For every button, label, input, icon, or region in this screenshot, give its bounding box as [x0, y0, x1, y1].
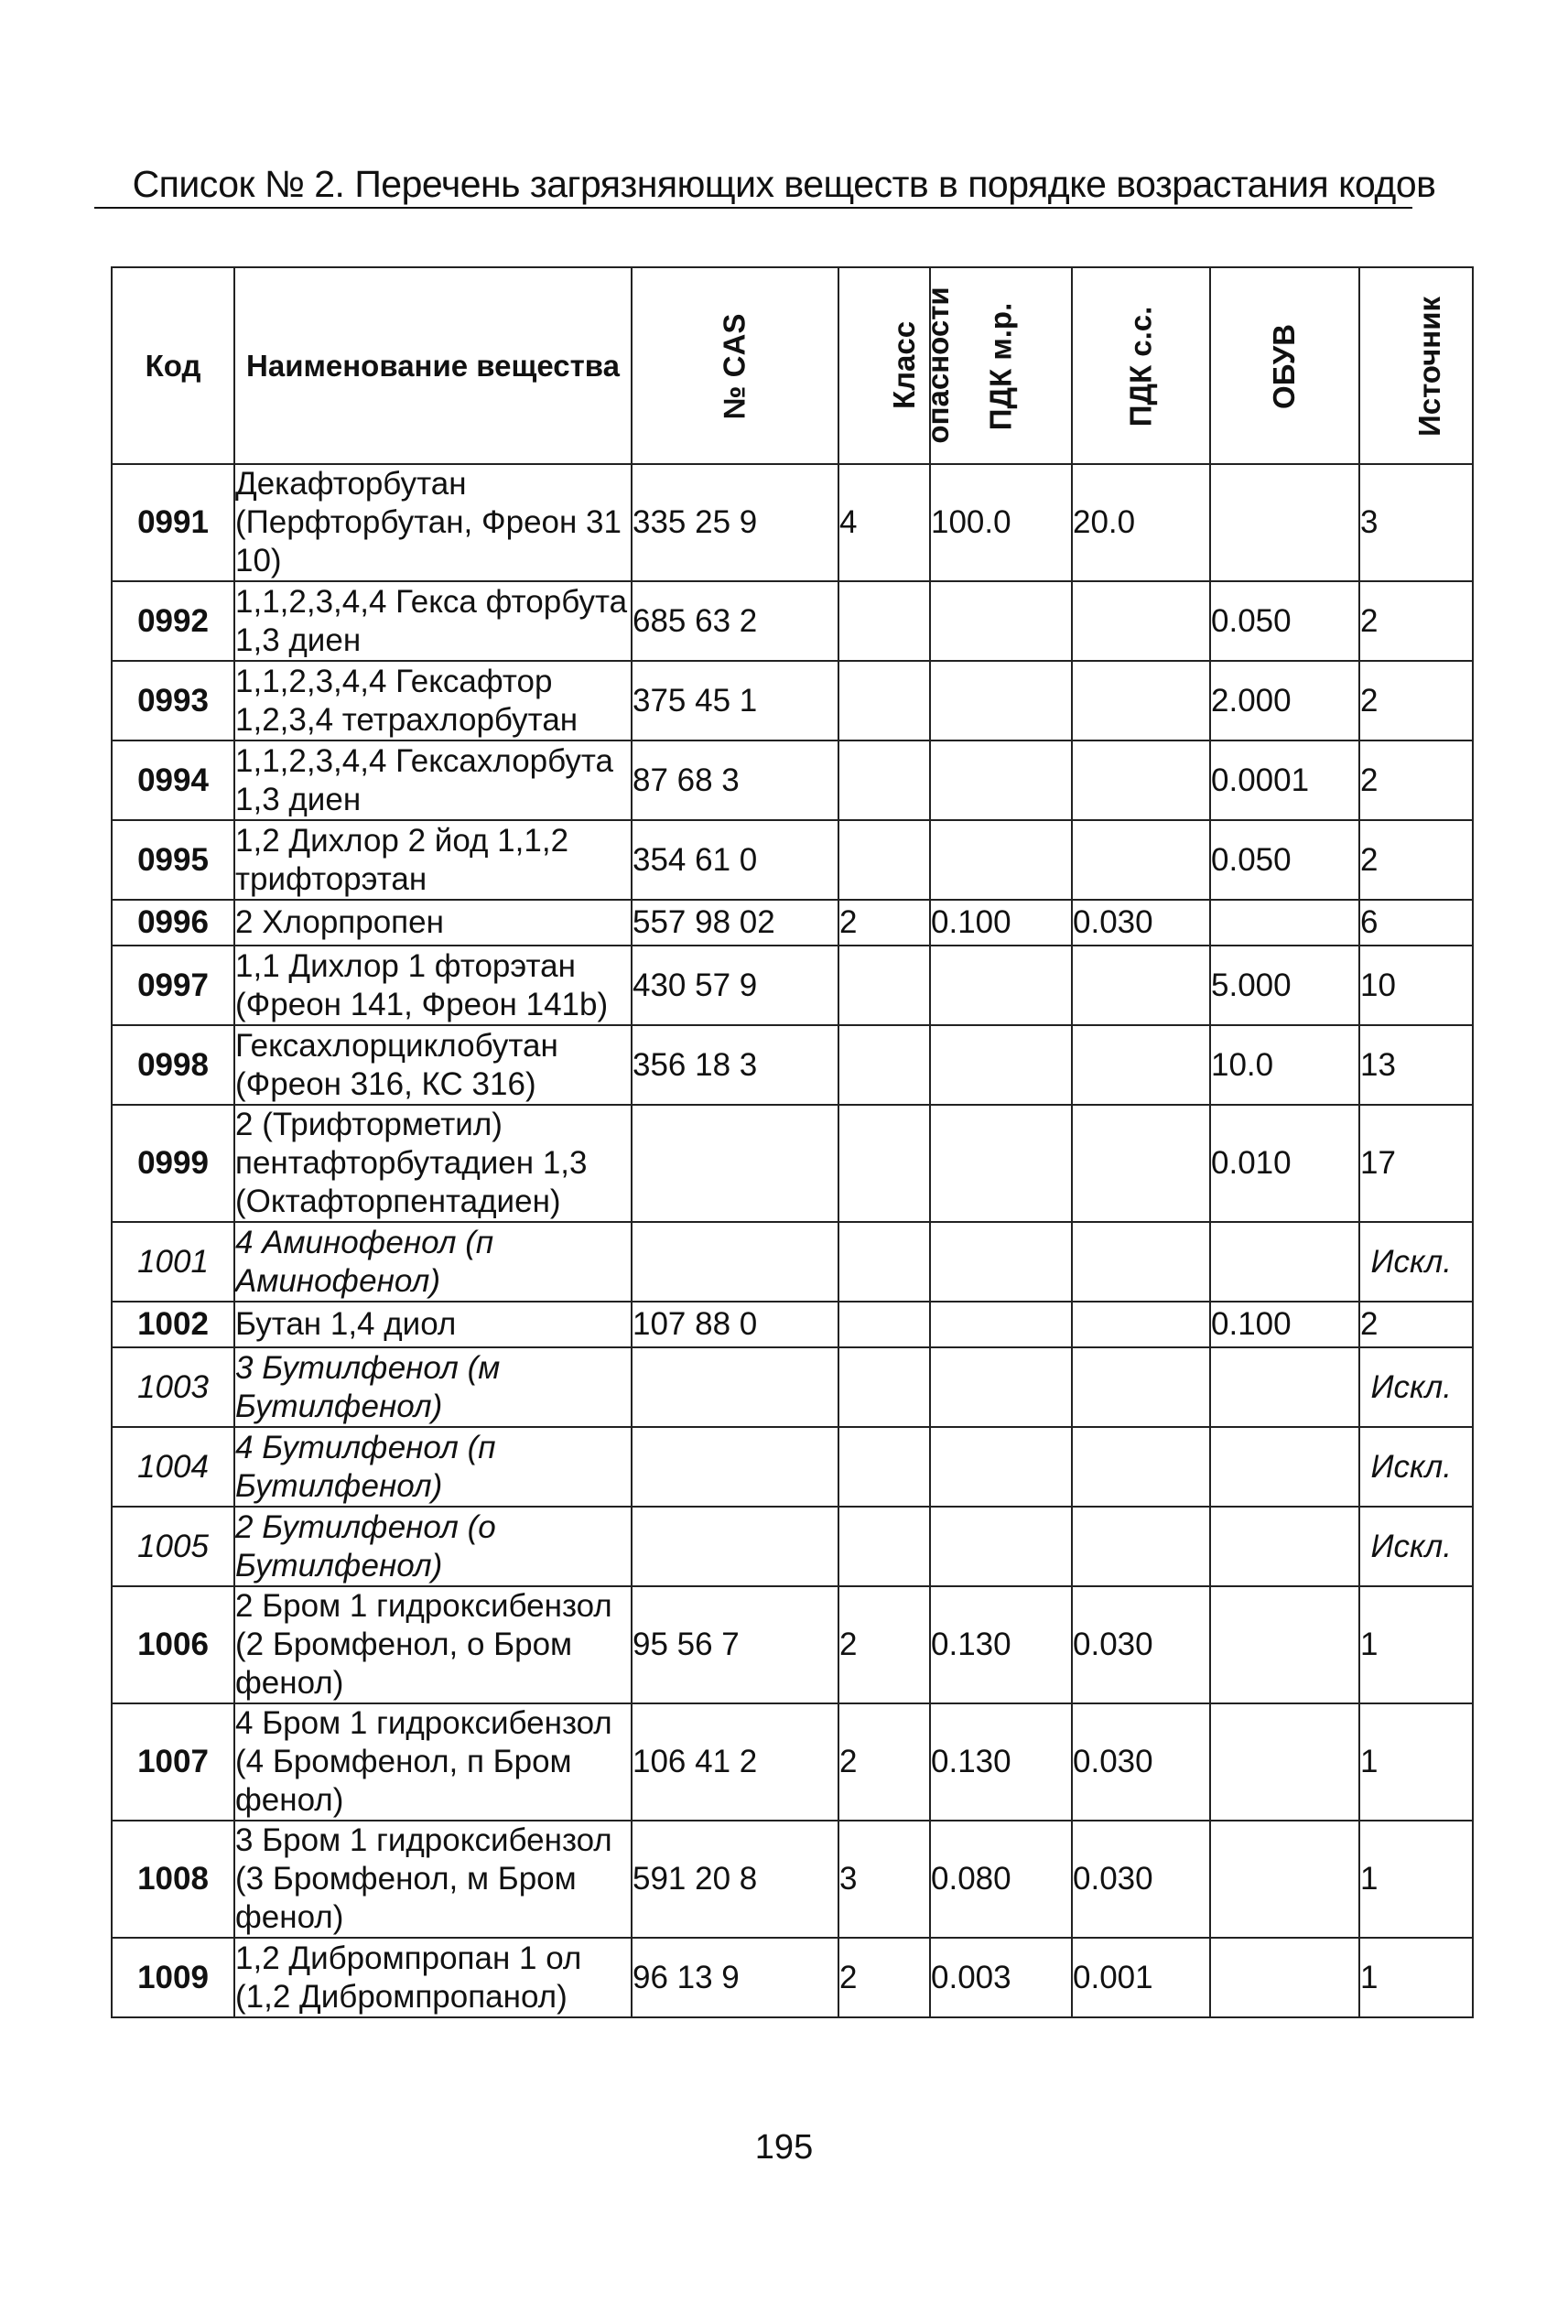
cell-source: 1: [1359, 1821, 1473, 1938]
cell-hazard: [838, 1302, 930, 1347]
table-row: [112, 1586, 1473, 1703]
cell-source: 2: [1359, 740, 1473, 820]
cell-obuv: [1210, 1427, 1359, 1507]
cell-pdk-ss: [1072, 1222, 1210, 1302]
cell-pdk-ss: [1072, 1105, 1210, 1222]
cell-obuv: 10.0: [1210, 1025, 1359, 1105]
cell-pdk-mr: [930, 1222, 1072, 1302]
cell-name: Гексахлорциклобутан (Фреон 316, КС 316): [234, 1025, 632, 1105]
table-row: [112, 1703, 1473, 1821]
table-row: [112, 946, 1473, 1025]
cell-pdk-mr: [930, 946, 1072, 1025]
header-cas: [632, 267, 838, 464]
cell-cas: 95 56 7: [632, 1586, 838, 1703]
cell-cas: 87 68 3: [632, 740, 838, 820]
cell-obuv: [1210, 1347, 1359, 1427]
cell-pdk-ss: [1072, 820, 1210, 900]
cell-pdk-ss: 0.030: [1072, 900, 1210, 946]
cell-pdk-ss: [1072, 1427, 1210, 1507]
cell-pdk-mr: [930, 1347, 1072, 1427]
table-row: [112, 581, 1473, 661]
cell-source: 1: [1359, 1938, 1473, 2017]
cell-name: 3 Бутилфенол (м Бутилфенол): [234, 1347, 632, 1427]
cell-obuv: [1210, 1507, 1359, 1586]
cell-pdk-ss: [1072, 740, 1210, 820]
cell-hazard: [838, 820, 930, 900]
table-row: [112, 1938, 1473, 2017]
cell-hazard: [838, 1427, 930, 1507]
table-row: [112, 1427, 1473, 1507]
cell-pdk-ss: [1072, 946, 1210, 1025]
cell-name: Бутан 1,4 диол: [234, 1302, 632, 1347]
header-obuv: [1210, 267, 1359, 464]
cell-name: 1,1 Дихлор 1 фторэтан (Фреон 141, Фреон 141b): [234, 946, 632, 1025]
cell-code: 1006: [112, 1586, 234, 1703]
cell-cas: [632, 1347, 838, 1427]
cell-code: 1005: [112, 1507, 234, 1586]
header-hazard: [838, 267, 955, 464]
cell-source: Искл.: [1359, 1347, 1473, 1427]
cell-hazard: [838, 1025, 930, 1105]
cell-obuv: [1210, 1938, 1359, 2017]
cell-obuv: 5.000: [1210, 946, 1359, 1025]
cell-obuv: [1210, 1703, 1359, 1821]
title-rule: [94, 207, 1412, 209]
cell-cas: 591 20 8: [632, 1821, 838, 1938]
table-row: [112, 900, 1473, 946]
cell-name: 2 Бром 1 гидроксибензол (2 Бромфенол, о Бром фенол): [234, 1586, 632, 1703]
cell-obuv: 0.0001: [1210, 740, 1359, 820]
cell-cas: 356 18 3: [632, 1025, 838, 1105]
header-cas-label: № CAS: [717, 313, 752, 419]
header-code: Код: [112, 267, 234, 464]
cell-hazard: [838, 946, 930, 1025]
cell-hazard: 2: [838, 1703, 930, 1821]
cell-cas: 375 45 1: [632, 661, 838, 740]
table-row: [112, 740, 1473, 820]
cell-cas: 354 61 0: [632, 820, 838, 900]
cell-code: 0997: [112, 946, 234, 1025]
cell-cas: 430 57 9: [632, 946, 838, 1025]
cell-pdk-ss: 0.030: [1072, 1586, 1210, 1703]
substances-table: [111, 266, 1474, 2018]
cell-hazard: [838, 581, 930, 661]
cell-code: 0995: [112, 820, 234, 900]
cell-obuv: [1210, 900, 1359, 946]
cell-pdk-mr: 0.003: [930, 1938, 1072, 2017]
header-pdk-ss-label: ПДК с.с.: [1123, 306, 1158, 427]
table-row: [112, 661, 1473, 740]
cell-obuv: 2.000: [1210, 661, 1359, 740]
cell-source: Искл.: [1359, 1427, 1473, 1507]
cell-cas: [632, 1507, 838, 1586]
cell-name: 4 Бутилфенол (п Бутилфенол): [234, 1427, 632, 1507]
table-row: [112, 464, 1473, 581]
cell-code: 0991: [112, 464, 234, 581]
cell-pdk-mr: 0.130: [930, 1586, 1072, 1703]
table-row: [112, 820, 1473, 900]
cell-source: 2: [1359, 581, 1473, 661]
header-source: [1359, 267, 1473, 464]
cell-hazard: [838, 1507, 930, 1586]
cell-hazard: [838, 1347, 930, 1427]
cell-source: 2: [1359, 661, 1473, 740]
cell-source: 17: [1359, 1105, 1473, 1222]
cell-cas: 557 98 02: [632, 900, 838, 946]
header-pdk-mr-label: ПДК м.р.: [983, 302, 1018, 430]
cell-obuv: [1210, 1222, 1359, 1302]
cell-source: Искл.: [1359, 1222, 1473, 1302]
cell-source: 6: [1359, 900, 1473, 946]
cell-pdk-mr: 100.0: [930, 464, 1072, 581]
cell-code: 1009: [112, 1938, 234, 2017]
cell-pdk-ss: [1072, 661, 1210, 740]
cell-source: 1: [1359, 1586, 1473, 1703]
page-title: Список № 2. Перечень загрязняющих веществ в порядке возрастания кодов: [132, 163, 1436, 205]
cell-pdk-ss: [1072, 1025, 1210, 1105]
cell-name: 1,1,2,3,4,4 Гексахлорбута 1,3 диен: [234, 740, 632, 820]
cell-code: 1001: [112, 1222, 234, 1302]
cell-hazard: [838, 661, 930, 740]
cell-hazard: 3: [838, 1821, 930, 1938]
cell-pdk-ss: 20.0: [1072, 464, 1210, 581]
cell-name: 2 (Трифторметил) пентафторбутадиен 1,3 (Октафторпентадиен): [234, 1105, 632, 1222]
cell-source: Искл.: [1359, 1507, 1473, 1586]
header-row: [112, 267, 1473, 464]
cell-code: 0994: [112, 740, 234, 820]
cell-pdk-ss: [1072, 1507, 1210, 1586]
cell-obuv: 0.050: [1210, 581, 1359, 661]
cell-source: 1: [1359, 1703, 1473, 1821]
cell-hazard: [838, 740, 930, 820]
cell-hazard: [838, 1105, 930, 1222]
cell-hazard: 2: [838, 1586, 930, 1703]
cell-hazard: [838, 1222, 930, 1302]
cell-code: 1007: [112, 1703, 234, 1821]
cell-name: 4 Аминофенол (п Аминофенол): [234, 1222, 632, 1302]
cell-pdk-ss: [1072, 581, 1210, 661]
table-row: [112, 1222, 1473, 1302]
cell-code: 1003: [112, 1347, 234, 1427]
cell-obuv: 0.010: [1210, 1105, 1359, 1222]
cell-pdk-ss: [1072, 1302, 1210, 1347]
header-name: Наименование вещества: [234, 267, 632, 464]
cell-name: 2 Бутилфенол (о Бутилфенол): [234, 1507, 632, 1586]
cell-pdk-mr: [930, 661, 1072, 740]
cell-name: 2 Хлорпропен: [234, 900, 632, 946]
cell-pdk-mr: [930, 740, 1072, 820]
cell-cas: 685 63 2: [632, 581, 838, 661]
cell-obuv: [1210, 464, 1359, 581]
table-row: [112, 1105, 1473, 1222]
cell-cas: [632, 1105, 838, 1222]
cell-hazard: 2: [838, 1938, 930, 2017]
cell-name: 4 Бром 1 гидроксибензол (4 Бромфенол, п Бром фенол): [234, 1703, 632, 1821]
cell-pdk-mr: [930, 820, 1072, 900]
cell-code: 1008: [112, 1821, 234, 1938]
cell-pdk-mr: 0.130: [930, 1703, 1072, 1821]
cell-code: 0996: [112, 900, 234, 946]
table-body: [112, 464, 1473, 2017]
cell-code: 0998: [112, 1025, 234, 1105]
cell-cas: 106 41 2: [632, 1703, 838, 1821]
cell-code: 0993: [112, 661, 234, 740]
page-number: 195: [754, 2128, 814, 2167]
cell-pdk-ss: 0.030: [1072, 1821, 1210, 1938]
cell-name: 1,1,2,3,4,4 Гекса фторбута 1,3 диен: [234, 581, 632, 661]
cell-code: 1004: [112, 1427, 234, 1507]
cell-code: 0992: [112, 581, 234, 661]
cell-pdk-ss: [1072, 1347, 1210, 1427]
cell-code: 0999: [112, 1105, 234, 1222]
cell-pdk-mr: [930, 1507, 1072, 1586]
cell-hazard: 4: [838, 464, 930, 581]
cell-cas: [632, 1222, 838, 1302]
cell-obuv: [1210, 1586, 1359, 1703]
cell-name: 3 Бром 1 гидроксибензол (3 Бромфенол, м Бром фенол): [234, 1821, 632, 1938]
header-pdk-ss: [1072, 267, 1210, 464]
cell-source: 10: [1359, 946, 1473, 1025]
cell-pdk-mr: [930, 1302, 1072, 1347]
table-row: [112, 1025, 1473, 1105]
cell-name: Декафторбутан (Перфторбутан, Фреон 31 10): [234, 464, 632, 581]
table-row: [112, 1302, 1473, 1347]
cell-hazard: 2: [838, 900, 930, 946]
cell-cas: 335 25 9: [632, 464, 838, 581]
cell-cas: 107 88 0: [632, 1302, 838, 1347]
cell-obuv: 0.100: [1210, 1302, 1359, 1347]
table-row: [112, 1821, 1473, 1938]
cell-cas: 96 13 9: [632, 1938, 838, 2017]
cell-source: 2: [1359, 820, 1473, 900]
cell-name: 1,2 Дихлор 2 йод 1,1,2 трифторэтан: [234, 820, 632, 900]
cell-pdk-mr: 0.100: [930, 900, 1072, 946]
cell-name: 1,2 Дибромпропан 1 ол (1,2 Дибромпропанол): [234, 1938, 632, 2017]
header-source-label: Источник: [1412, 296, 1447, 437]
header-hazard-label: Класс опасности: [887, 286, 955, 444]
cell-pdk-mr: [930, 1025, 1072, 1105]
cell-pdk-mr: 0.080: [930, 1821, 1072, 1938]
cell-pdk-mr: [930, 1427, 1072, 1507]
cell-pdk-mr: [930, 581, 1072, 661]
header-obuv-label: ОБУВ: [1267, 323, 1302, 409]
table-row: [112, 1507, 1473, 1586]
cell-cas: [632, 1427, 838, 1507]
table-row: [112, 1347, 1473, 1427]
cell-name: 1,1,2,3,4,4 Гексафтор 1,2,3,4 тетрахлорбутан: [234, 661, 632, 740]
cell-pdk-mr: [930, 1105, 1072, 1222]
cell-source: 13: [1359, 1025, 1473, 1105]
cell-source: 2: [1359, 1302, 1473, 1347]
cell-obuv: [1210, 1821, 1359, 1938]
cell-pdk-ss: 0.001: [1072, 1938, 1210, 2017]
cell-obuv: 0.050: [1210, 820, 1359, 900]
cell-code: 1002: [112, 1302, 234, 1347]
cell-source: 3: [1359, 464, 1473, 581]
cell-pdk-ss: 0.030: [1072, 1703, 1210, 1821]
